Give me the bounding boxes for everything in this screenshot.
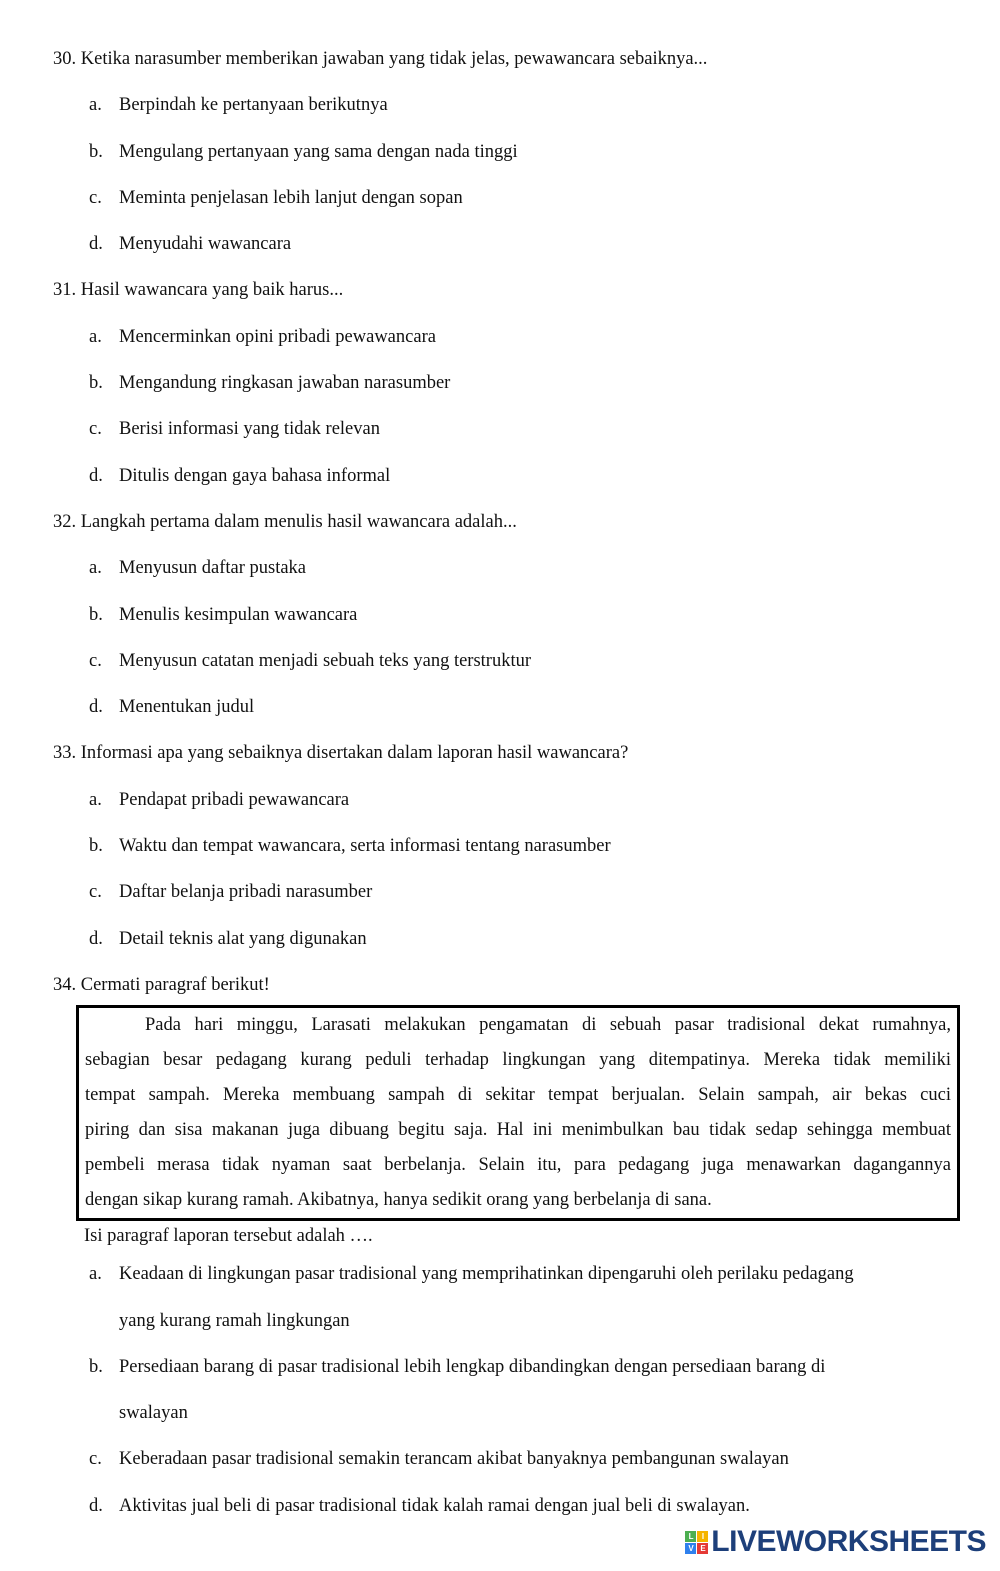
option-letter: a. bbox=[89, 1264, 102, 1285]
answer-option[interactable] bbox=[53, 129, 968, 175]
option-letter: c. bbox=[89, 882, 102, 903]
option-letter: a. bbox=[89, 326, 102, 347]
answer-option[interactable] bbox=[53, 453, 968, 499]
option-text: Aktivitas jual beli di pasar tradisional tidak kalah ramai dengan jual beli di swalayan. bbox=[119, 1495, 750, 1516]
paragraph-line: sebagian besar pedagang kurang peduli terhadap lingkungan yang ditempatinya. Mereka tidak memiliki bbox=[85, 1050, 951, 1071]
paragraph-line: piring dan sisa makanan juga dibuang begitu saja. Hal ini menimbulkan bau tidak sedap sehingga membuat bbox=[85, 1120, 951, 1141]
option-letter: b. bbox=[89, 141, 103, 162]
question-text: 32. Langkah pertama dalam menulis hasil wawancara adalah... bbox=[53, 511, 517, 532]
answer-option[interactable] bbox=[53, 592, 968, 638]
option-text: Meminta penjelasan lebih lanjut dengan sopan bbox=[119, 187, 463, 208]
paragraph-line: dengan sikap kurang ramah. Akibatnya, hanya sedikit orang yang berbelanja di sana. bbox=[85, 1190, 712, 1211]
question-prompt: Isi paragraf laporan tersebut adalah …. bbox=[84, 1226, 373, 1247]
option-letter: c. bbox=[89, 1449, 102, 1470]
logo-tile: V bbox=[685, 1543, 696, 1554]
question-text: 31. Hasil wawancara yang baik harus... bbox=[53, 280, 344, 301]
option-letter: d. bbox=[89, 697, 103, 718]
option-letter: d. bbox=[89, 928, 103, 949]
answer-option[interactable] bbox=[53, 221, 968, 267]
answer-option[interactable] bbox=[53, 82, 968, 128]
option-letter: c. bbox=[89, 650, 102, 671]
worksheet bbox=[53, 36, 968, 1529]
option-letter: a. bbox=[89, 789, 102, 810]
option-text: Keberadaan pasar tradisional semakin terancam akibat banyaknya pembangunan swalayan bbox=[119, 1449, 789, 1470]
option-text: Ditulis dengan gaya bahasa informal bbox=[119, 465, 391, 486]
option-text: Menyusun catatan menjadi sebuah teks yang terstruktur bbox=[119, 650, 532, 671]
answer-option[interactable] bbox=[53, 823, 968, 869]
logo-tile: E bbox=[697, 1543, 708, 1554]
option-letter: a. bbox=[89, 95, 102, 116]
answer-option[interactable] bbox=[53, 545, 968, 591]
logo-text: LIVEWORKSHEETS bbox=[711, 1525, 986, 1558]
paragraph-line: pembeli merasa tidak nyaman saat berbelanja. Selain itu, para pedagang juga menawarkan dagangannya bbox=[85, 1155, 951, 1176]
option-letter: b. bbox=[89, 604, 103, 625]
option-text: Persediaan barang di pasar tradisional lebih lengkap dibandingkan dengan persediaan barang di bbox=[119, 1356, 826, 1377]
option-text: Menyusun daftar pustaka bbox=[119, 558, 307, 579]
option-text: Mencerminkan opini pribadi pewawancara bbox=[119, 326, 436, 347]
answer-option[interactable] bbox=[53, 638, 968, 684]
option-text: Menentukan judul bbox=[119, 697, 255, 718]
answer-option[interactable] bbox=[53, 1483, 968, 1529]
option-text-continued: swalayan bbox=[119, 1403, 188, 1424]
option-text: Berpindah ke pertanyaan berikutnya bbox=[119, 95, 388, 116]
answer-option[interactable] bbox=[53, 314, 968, 360]
answer-option[interactable] bbox=[53, 175, 968, 221]
option-text: Pendapat pribadi pewawancara bbox=[119, 789, 350, 810]
option-letter: d. bbox=[89, 1495, 103, 1516]
question-text: 34. Cermati paragraf berikut! bbox=[53, 974, 270, 995]
option-letter: b. bbox=[89, 373, 103, 394]
logo-tiles-icon bbox=[685, 1531, 708, 1554]
option-letter: d. bbox=[89, 465, 103, 486]
option-text-continued: yang kurang ramah lingkungan bbox=[119, 1310, 350, 1331]
option-text: Waktu dan tempat wawancara, serta informasi tentang narasumber bbox=[119, 836, 611, 857]
option-text: Menyudahi wawancara bbox=[119, 234, 292, 255]
option-letter: a. bbox=[89, 558, 102, 579]
answer-option[interactable] bbox=[53, 1251, 968, 1297]
liveworksheets-logo bbox=[685, 1525, 986, 1559]
option-letter: b. bbox=[89, 836, 103, 857]
option-letter: b. bbox=[89, 1356, 103, 1377]
option-text: Mengandung ringkasan jawaban narasumber bbox=[119, 373, 451, 394]
option-text: Mengulang pertanyaan yang sama dengan nada tinggi bbox=[119, 141, 518, 162]
option-text: Detail teknis alat yang digunakan bbox=[119, 928, 367, 949]
logo-tile: I bbox=[697, 1531, 708, 1542]
paragraph-line: Pada hari minggu, Larasati melakukan pengamatan di sebuah pasar tradisional dekat rumahnya, bbox=[145, 1015, 951, 1036]
answer-option[interactable] bbox=[53, 777, 968, 823]
answer-option[interactable] bbox=[53, 406, 968, 452]
option-letter: c. bbox=[89, 187, 102, 208]
option-text: Keadaan di lingkungan pasar tradisional yang memprihatinkan dipengaruhi oleh perilaku pedagang bbox=[119, 1264, 854, 1285]
question-text: 33. Informasi apa yang sebaiknya disertakan dalam laporan hasil wawancara? bbox=[53, 743, 629, 764]
option-letter: c. bbox=[89, 419, 102, 440]
answer-option[interactable] bbox=[53, 916, 968, 962]
logo-tile: L bbox=[685, 1531, 696, 1542]
answer-option[interactable] bbox=[53, 1436, 968, 1482]
answer-option[interactable] bbox=[53, 869, 968, 915]
paragraph-line: tempat sampah. Mereka membuang sampah di sekitar tempat berjualan. Selain sampah, air bekas cuci bbox=[85, 1085, 951, 1106]
answer-option[interactable] bbox=[53, 360, 968, 406]
answer-option[interactable] bbox=[53, 1344, 968, 1390]
paragraph-box bbox=[76, 1005, 960, 1221]
question-text: 30. Ketika narasumber memberikan jawaban yang tidak jelas, pewawancara sebaiknya... bbox=[53, 49, 708, 69]
option-text: Berisi informasi yang tidak relevan bbox=[119, 419, 380, 440]
option-text: Daftar belanja pribadi narasumber bbox=[119, 882, 373, 903]
option-letter: d. bbox=[89, 234, 103, 255]
option-text: Menulis kesimpulan wawancara bbox=[119, 604, 358, 625]
answer-option[interactable] bbox=[53, 684, 968, 730]
